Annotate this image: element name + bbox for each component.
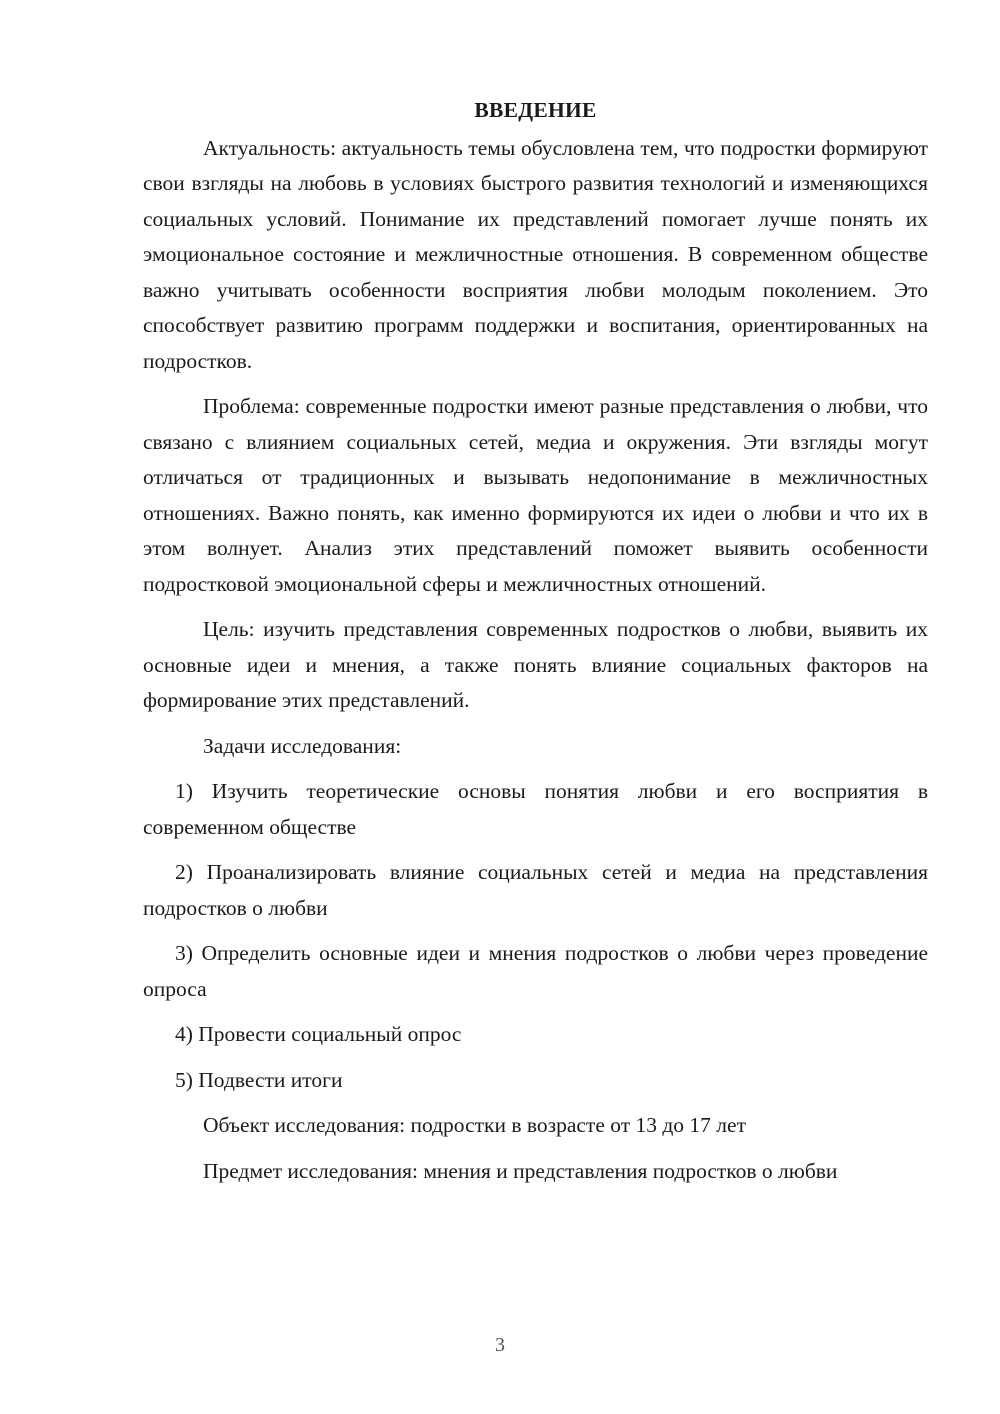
document-page bbox=[143, 93, 928, 1199]
paragraph-object: Объект исследования: подростки в возрасте от 13 до 17 лет bbox=[203, 1113, 746, 1137]
paragraph-subject: Предмет исследования: мнения и представления подростков о любви bbox=[203, 1158, 838, 1183]
task-item-1: 1) Изучить теоретические основы понятия любви и его восприятия в современном обществе bbox=[143, 779, 928, 839]
paragraph-relevance: Актуальность: актуальность темы обусловлена тем, что подростки формируют свои взгляды на любовь в условиях быстрого развития технологий и изменяющихся социальных условий. Понимание их представлений помогает лучше понять их эмоциональное состояние и межличностные отношения. В современном обществе важно учитывать особенности восприятия любви молодым поколением. Это способствует развитию программ поддержки и воспитания, ориентированных на подростков. bbox=[143, 135, 928, 373]
page-number: 3 bbox=[495, 1334, 505, 1356]
section-heading: ВВЕДЕНИЕ bbox=[474, 98, 597, 122]
task-item-2: 2) Проанализировать влияние социальных сетей и медиа на представления подростков о любви bbox=[143, 860, 928, 920]
task-item-5: 5) Подвести итоги bbox=[175, 1067, 343, 1092]
tasks-heading: Задачи исследования: bbox=[203, 733, 402, 758]
paragraph-goal: Цель: изучить представления современных подростков о любви, выявить их основные идеи и мнения, а также понять влияние социальных факторов на формирование этих представлений. bbox=[143, 617, 928, 712]
task-item-3: 3) Определить основные идеи и мнения подростков о любви через проведение опроса bbox=[143, 941, 928, 1001]
paragraph-problem: Проблема: современные подростки имеют разные представления о любви, что связано с влиянием социальных сетей, медиа и окружения. Эти взгляды могут отличаться от традиционных и вызывать недопонимание в межличностных отношениях. Важно понять, как именно формируются их идеи о любви и что их в этом волнует. Анализ этих представлений поможет выявить особенности подростковой эмоциональной сферы и межличностных отношений. bbox=[143, 394, 928, 596]
task-item-4: 4) Провести социальный опрос bbox=[175, 1022, 462, 1046]
